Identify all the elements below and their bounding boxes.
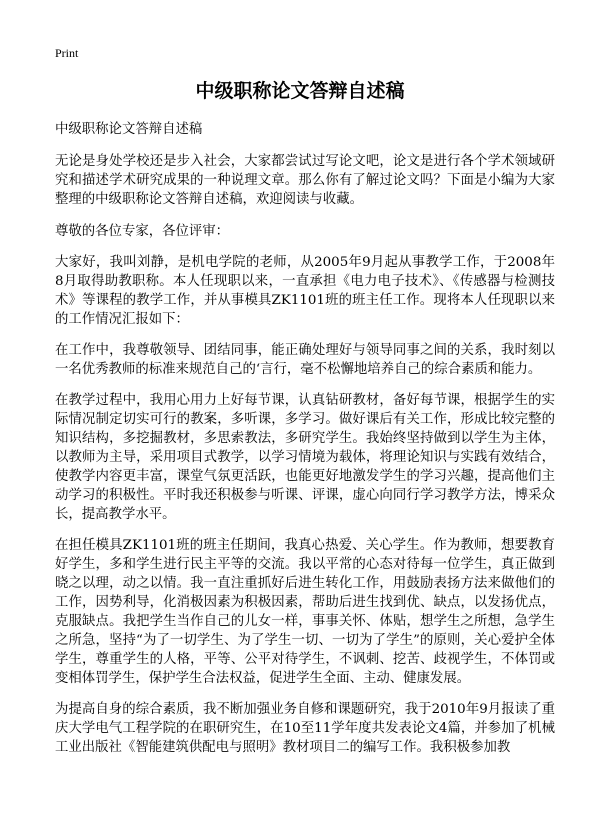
greeting: 尊敬的各位专家，各位评审： [55, 224, 230, 239]
document-body [55, 120, 555, 769]
body-paragraph: 在工作中，我尊敬领导、团结同事，能正确处理好与领导同事之间的关系，我时刻以一名优秀教师的标准来规范自己的‘言行，毫不松懈地培养自己的综合素质和能力。 [55, 343, 555, 377]
document-subtitle: 中级职称论文答辩自述稿 [55, 122, 203, 137]
body-paragraph: 在教学过程中，我用心用力上好每节课，认真钻研教材，备好每节课，根据学生的实际情况制定切实可行的教案，多听课，多学习。做好课后有关工作，形成比较完整的知识结构，多挖掘教材，多思索教法，多研究学生。我始终坚持做到以学生为主体，以教师为主导，采用项目式教学，以学习情境为载体，将理论知识与实践有效结合，使教学内容更丰富，课堂气氛更活跃，也能更好地激发学生的学习兴趣，提高他们主动学习的积极性。平时我还积极参与听课、评课，虚心向同行学习教学方法，博采众长，提高教学水平。 [55, 393, 555, 522]
intro-paragraph: 无论是身处学校还是步入社会，大家都尝试过写论文吧，论文是进行各个学术领域研究和描述学术研究成果的一种说理文章。那么你有了解过论文吗？下面是小编为大家整理的中级职称论文答辩自述稿，欢迎阅读与收藏。 [55, 154, 555, 207]
body-paragraph: 在担任模具ZK1101班的班主任期间，我真心热爱、关心学生。作为教师，想要教育好学生，多和学生进行民主平等的交流。我以平常的心态对待每一位学生，真正做到晓之以理，动之以情。我一直注重抓好后进生转化工作，用鼓励表扬方法来做他们的工作，因势利导，化消极因素为积极因素，帮助后进生找到优、缺点，以发扬优点，克服缺点。我把学生当作自己的儿女一样，事事关怀、体贴，想学生之所想，急学生之所急，坚持“为了一切学生、为了学生一切、一切为了学生”的原则，关心爱护全体学生，尊重学生的人格，平等、公平对待学生，不讽刺、挖苦、歧视学生，不体罚或变相体罚学生，保护学生合法权益，促进学生全面、主动、健康发展。 [55, 538, 555, 686]
document-title: 中级职称论文答辩自述稿 [195, 80, 405, 102]
body-paragraph: 为提高自身的综合素质，我不断加强业务自修和课题研究，我于2010年9月报读了重庆大学电气工程学院的在职研究生，在10至11学年度共发表论文4篇，并参加了机械工业出版社《智能建筑供配电与照明》教材项目二的编写工作。我积极参加教 [55, 702, 555, 755]
print-link[interactable]: Print [55, 46, 79, 60]
body-paragraph: 大家好，我叫刘静，是机电学院的老师，从2005年9月起从事教学工作，于2008年8月取得助教职称。本人任现职以来，一直承担《电力电子技术》、《传感器与检测技术》等课程的教学工作，并从事模具ZK1101班的班主任工作。现将本人任现职以来的工作情况汇报如下： [55, 255, 555, 327]
